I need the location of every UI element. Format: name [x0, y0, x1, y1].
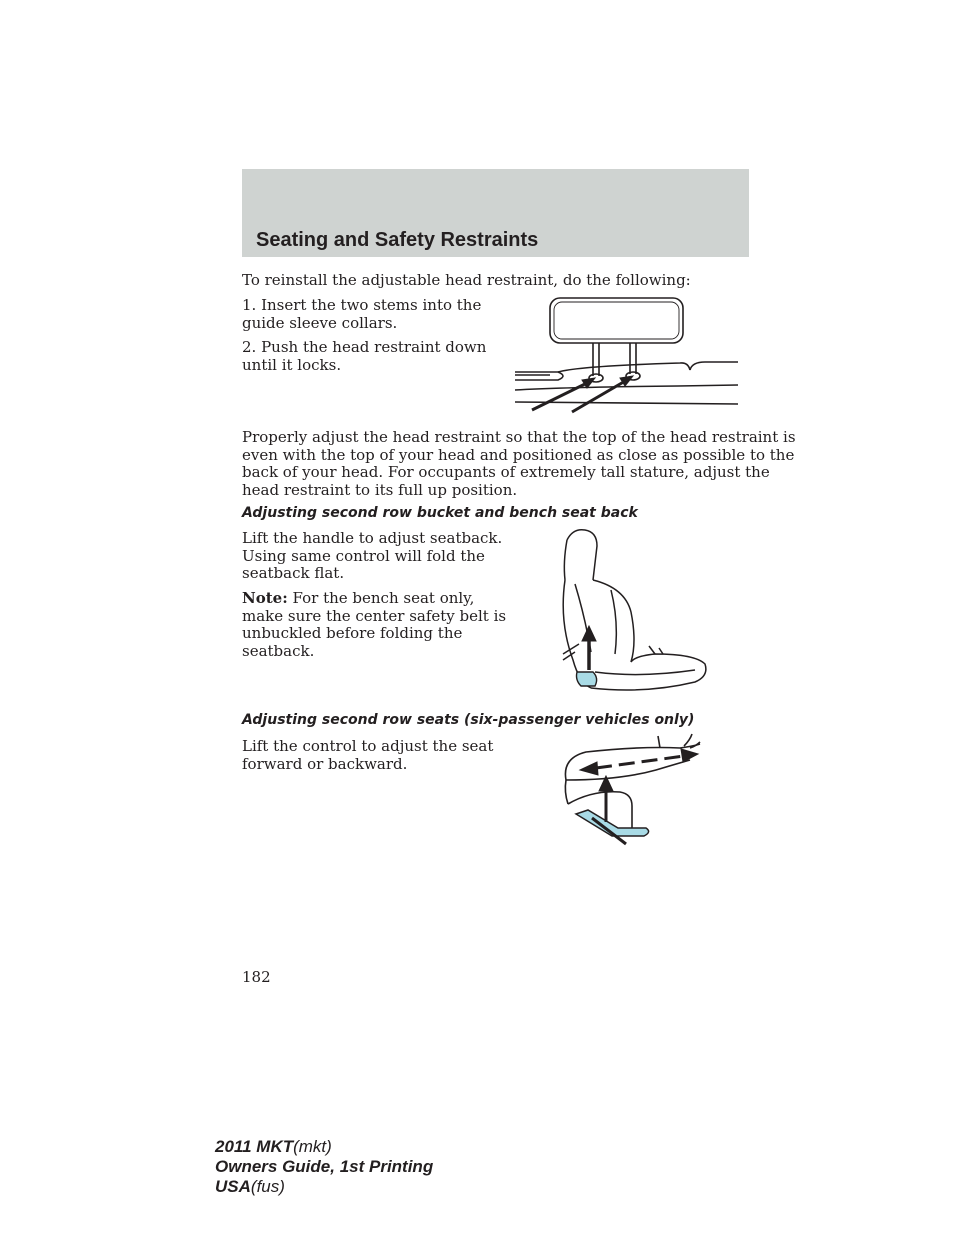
- step-1-line-1: 1. Insert the two stems into the: [242, 296, 482, 314]
- section-1-note-line-2: make sure the center safety belt is: [242, 606, 507, 625]
- adjust-paragraph-line-2: even with the top of your head and positioned as close as possible to the: [242, 445, 795, 464]
- section-1-body-line-3: seatback flat.: [242, 564, 345, 582]
- section-2-body-line-2: forward or backward.: [242, 754, 408, 773]
- step-2-line-2: until it locks.: [242, 355, 342, 374]
- section-title: Seating and Safety Restraints: [256, 229, 539, 251]
- section-2-heading: Adjusting second row seats (six-passenger vehicles only): [242, 712, 695, 728]
- note-label: Note:: [242, 589, 288, 607]
- adjust-paragraph-line-1: Properly adjust the head restraint so that the top of the head restraint is: [242, 428, 796, 446]
- section-2-body-line-1: Lift the control to adjust the seat: [242, 737, 494, 755]
- step-2-line-1: 2. Push the head restraint down: [242, 338, 487, 356]
- seat-slide-illustration: [560, 732, 710, 850]
- section-1-note-line-3: unbuckled before folding the: [242, 624, 463, 642]
- print-footer: [215, 1137, 433, 1197]
- section-1-body-line-2: Using same control will fold the: [242, 546, 485, 565]
- intro-text: To reinstall the adjustable head restraint, do the following:: [242, 271, 691, 289]
- section-1-note-line-1: [242, 590, 474, 608]
- step-1-line-2: guide sleeve collars.: [242, 313, 398, 332]
- adjust-paragraph-line-3: back of your head. For occupants of extremely tall stature, adjust the: [242, 463, 770, 481]
- footer-line-2: Owners Guide, 1st Printing: [215, 1157, 434, 1176]
- footer-line-1: 2011 MKT(mkt): [215, 1137, 332, 1156]
- section-1-heading: Adjusting second row bucket and bench seat back: [242, 505, 638, 521]
- adjust-paragraph-line-4: head restraint to its full up position.: [242, 480, 518, 499]
- section-1-note-line-4: seatback.: [242, 641, 315, 660]
- section-header-band: [242, 169, 749, 257]
- section-1-body-line-1: Lift the handle to adjust seatback.: [242, 529, 503, 547]
- page-number: 182: [242, 968, 271, 986]
- head-restraint-illustration: [510, 290, 745, 415]
- footer-line-3: USA(fus): [215, 1177, 285, 1196]
- note-text-start: For the bench seat only,: [292, 589, 475, 607]
- seatback-illustration: [545, 522, 715, 697]
